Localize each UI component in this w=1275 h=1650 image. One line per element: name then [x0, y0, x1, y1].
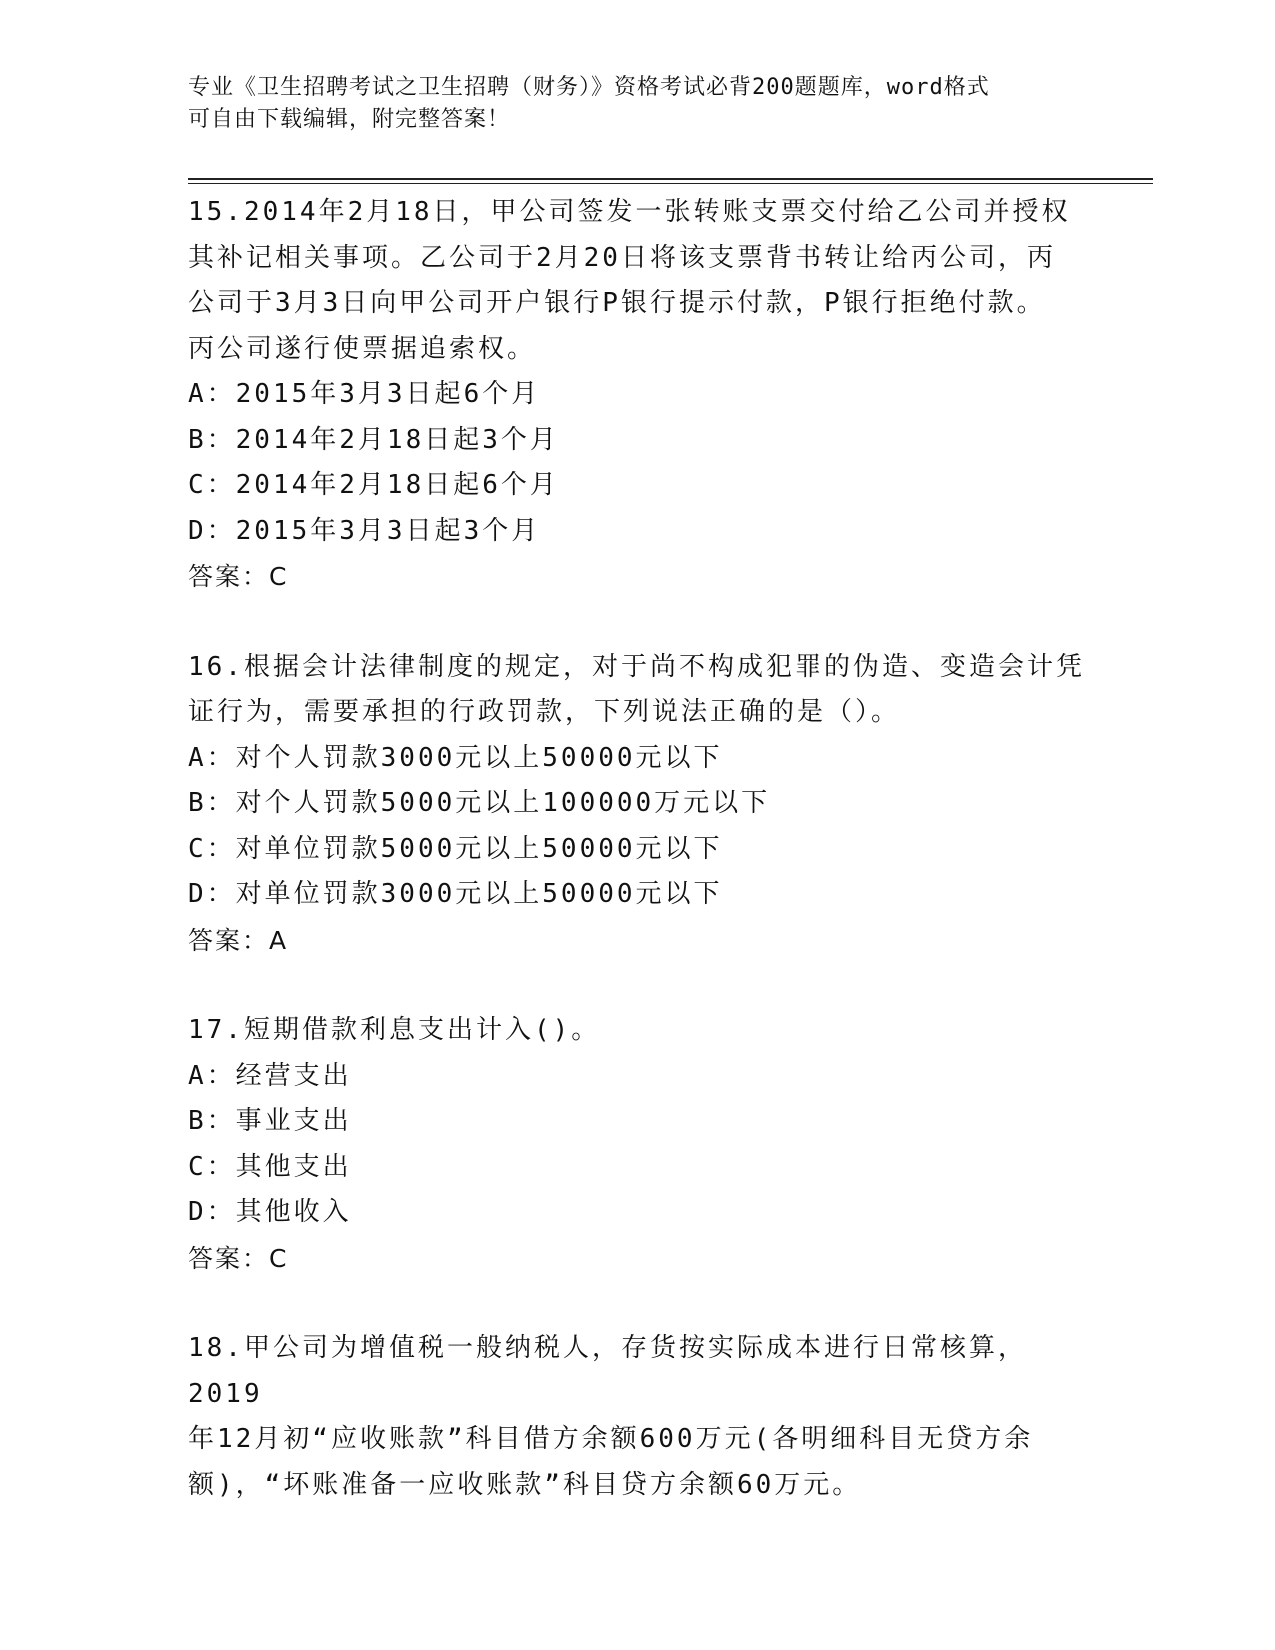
option-b: B：2014年2月18日起3个月	[188, 424, 559, 455]
question-stem-line: 17.短期借款利息支出计入()。	[188, 1015, 601, 1045]
question-16	[188, 645, 1088, 964]
question-15	[188, 190, 1088, 600]
question-stem-line: 18.甲公司为增值税一般纳税人，存货按实际成本进行日常核算，2019	[188, 1333, 1027, 1409]
answer-line: 答案：A	[188, 925, 289, 955]
option-d: D：2015年3月3日起3个月	[188, 515, 541, 546]
question-stem-line: 其补记相关事项。乙公司于2月20日将该支票背书转让给丙公司，丙	[188, 242, 1056, 273]
question-list	[188, 190, 1088, 1508]
header-divider	[188, 178, 1153, 184]
question-stem-line: 丙公司遂行使票据追索权。	[188, 333, 537, 364]
option-c: C：其他支出	[188, 1151, 352, 1182]
option-d: D：其他收入	[188, 1197, 352, 1227]
header-title-line-1: 专业《卫生招聘考试之卫生招聘（财务）》资格考试必背200题题库，word格式	[188, 75, 990, 100]
option-c: C：2014年2月18日起6个月	[188, 470, 559, 500]
question-stem-line: 16.根据会计法律制度的规定，对于尚不构成犯罪的伪造、变造会计凭	[188, 651, 1085, 682]
option-c: C：对单位罚款5000元以上50000元以下	[188, 833, 723, 864]
question-stem-line: 年12月初“应收账款”科目借方余额600万元(各明细科目无贷方余	[188, 1424, 1034, 1454]
question-stem-line: 15.2014年2月18日，甲公司签发一张转账支票交付给乙公司并授权	[188, 197, 1071, 227]
question-17	[188, 1008, 1088, 1281]
option-a: A：经营支出	[188, 1060, 352, 1091]
question-stem-line: 公司于3月3日向甲公司开户银行P银行提示付款，P银行拒绝付款。	[188, 288, 1046, 318]
question-stem-line: 额)，“坏账准备一应收账款”科目贷方余额60万元。	[188, 1469, 862, 1500]
option-d: D：对单位罚款3000元以上50000元以下	[188, 879, 723, 909]
question-stem-line: 证行为，需要承担的行政罚款，下列说法正确的是（）。	[188, 697, 901, 727]
answer-line: 答案：C	[188, 1243, 289, 1273]
option-b: B：对个人罚款5000元以上100000万元以下	[188, 788, 771, 818]
option-a: A：2015年3月3日起6个月	[188, 379, 541, 409]
document-header	[188, 72, 1068, 136]
answer-line: 答案：C	[188, 562, 289, 591]
header-title-line-2: 可自由下载编辑，附完整答案！	[188, 107, 511, 132]
option-a: A：对个人罚款3000元以上50000元以下	[188, 742, 723, 773]
option-b: B：事业支出	[188, 1106, 352, 1136]
question-18	[188, 1326, 1088, 1508]
